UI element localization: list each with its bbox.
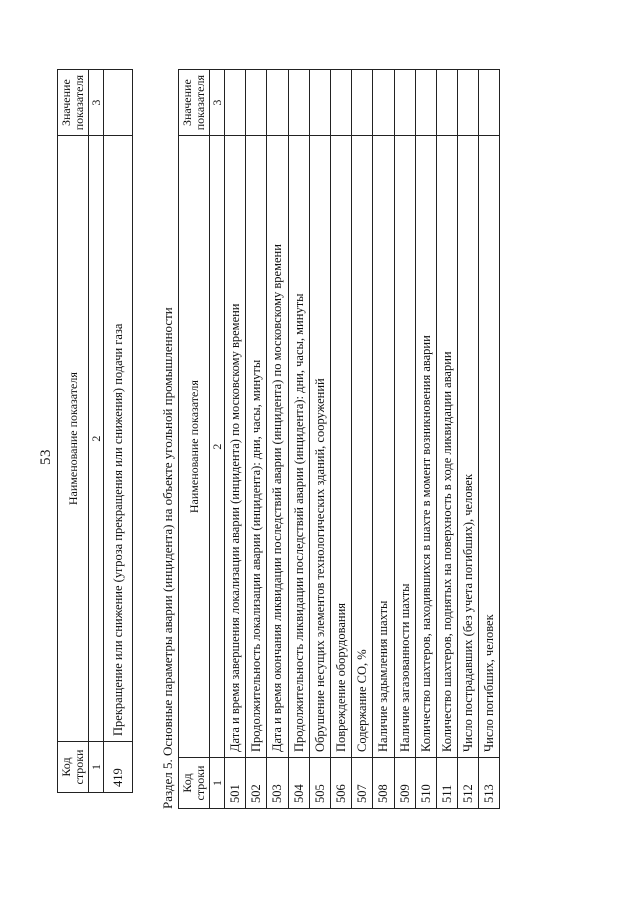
row-name: Дата и время завершения локализации аварии (инцидента) по московскому времени: [225, 136, 246, 758]
table-header-row: [58, 70, 89, 793]
row-value: [330, 70, 351, 136]
row-code: 419: [104, 742, 133, 793]
row-value: [309, 70, 330, 136]
row-name: Наличие загазованности шахты: [394, 136, 415, 758]
row-name: Количество шахтеров, поднятых на поверхность в ходе ликвидации аварии: [436, 136, 457, 758]
row-value: [267, 70, 288, 136]
row-name: Повреждение оборудования: [330, 136, 351, 758]
row-code: 503: [267, 758, 288, 809]
header-code: Код строки: [179, 758, 210, 809]
table-row: [330, 70, 351, 809]
row-code: 502: [246, 758, 267, 809]
table-row: [458, 70, 479, 809]
table-row: [436, 70, 457, 809]
column-number-row: [89, 70, 104, 793]
row-value: [373, 70, 394, 136]
table-row: [225, 70, 246, 809]
row-value: [246, 70, 267, 136]
row-code: 507: [352, 758, 373, 809]
page-number: 53: [38, 449, 54, 465]
column-number: 3: [210, 70, 225, 136]
row-code: 504: [288, 758, 309, 809]
table-row: [394, 70, 415, 809]
table-row: [104, 70, 133, 793]
header-code: Код строки: [58, 742, 89, 793]
table-row: [309, 70, 330, 809]
row-name: Прекращение или снижение (угроза прекращения или снижения) подачи газа: [104, 136, 133, 742]
header-value: Значение показателя: [179, 70, 210, 136]
row-code: 508: [373, 758, 394, 809]
column-number: 1: [89, 742, 104, 793]
row-name: Число погибших, человек: [479, 136, 500, 758]
column-number-row: [210, 70, 225, 809]
table-row: [479, 70, 500, 809]
row-name: Наличие задымления шахты: [373, 136, 394, 758]
row-name: Содержание СО, %: [352, 136, 373, 758]
row-name: Продолжительность ликвидации последствий аварии (инцидента): дни, часы, минуты: [288, 136, 309, 758]
row-value: [394, 70, 415, 136]
table-row: [415, 70, 436, 809]
table-header-row: [179, 70, 210, 809]
row-value: [458, 70, 479, 136]
column-number: 3: [89, 70, 104, 136]
row-code: 501: [225, 758, 246, 809]
header-name: Наименование показателя: [179, 136, 210, 758]
row-code: 511: [436, 758, 457, 809]
row-value: [104, 70, 133, 136]
row-value: [479, 70, 500, 136]
row-value: [225, 70, 246, 136]
row-code: 512: [458, 758, 479, 809]
table-row: [352, 70, 373, 809]
table-row: [267, 70, 288, 809]
row-name: Число пострадавших (без учета погибших), человек: [458, 136, 479, 758]
table-row: [373, 70, 394, 809]
column-number: 1: [210, 758, 225, 809]
header-name: Наименование показателя: [58, 136, 89, 742]
header-value: Значение показателя: [58, 70, 89, 136]
row-code: 513: [479, 758, 500, 809]
row-code: 506: [330, 758, 351, 809]
column-number: 2: [210, 136, 225, 758]
row-name: Дата и время окончания ликвидации последствий аварии (инцидента) по московскому времени: [267, 136, 288, 758]
row-value: [288, 70, 309, 136]
row-value: [415, 70, 436, 136]
indicator-table-continued: [57, 69, 133, 793]
section-title: Раздел 5. Основные параметры аварии (инцидента) на объекте угольной промышленности: [160, 307, 175, 809]
row-value: [436, 70, 457, 136]
row-code: 505: [309, 758, 330, 809]
row-code: 510: [415, 758, 436, 809]
table-row: [246, 70, 267, 809]
section5-table: [178, 69, 500, 809]
row-value: [352, 70, 373, 136]
row-code: 509: [394, 758, 415, 809]
row-name: Количество шахтеров, находившихся в шахте в момент возникновения аварии: [415, 136, 436, 758]
column-number: 2: [89, 136, 104, 742]
row-name: Обрушение несущих элементов технологических зданий, сооружений: [309, 136, 330, 758]
table-row: [288, 70, 309, 809]
row-name: Продолжительность локализации аварии (инцидента): дни, часы, минуты: [246, 136, 267, 758]
